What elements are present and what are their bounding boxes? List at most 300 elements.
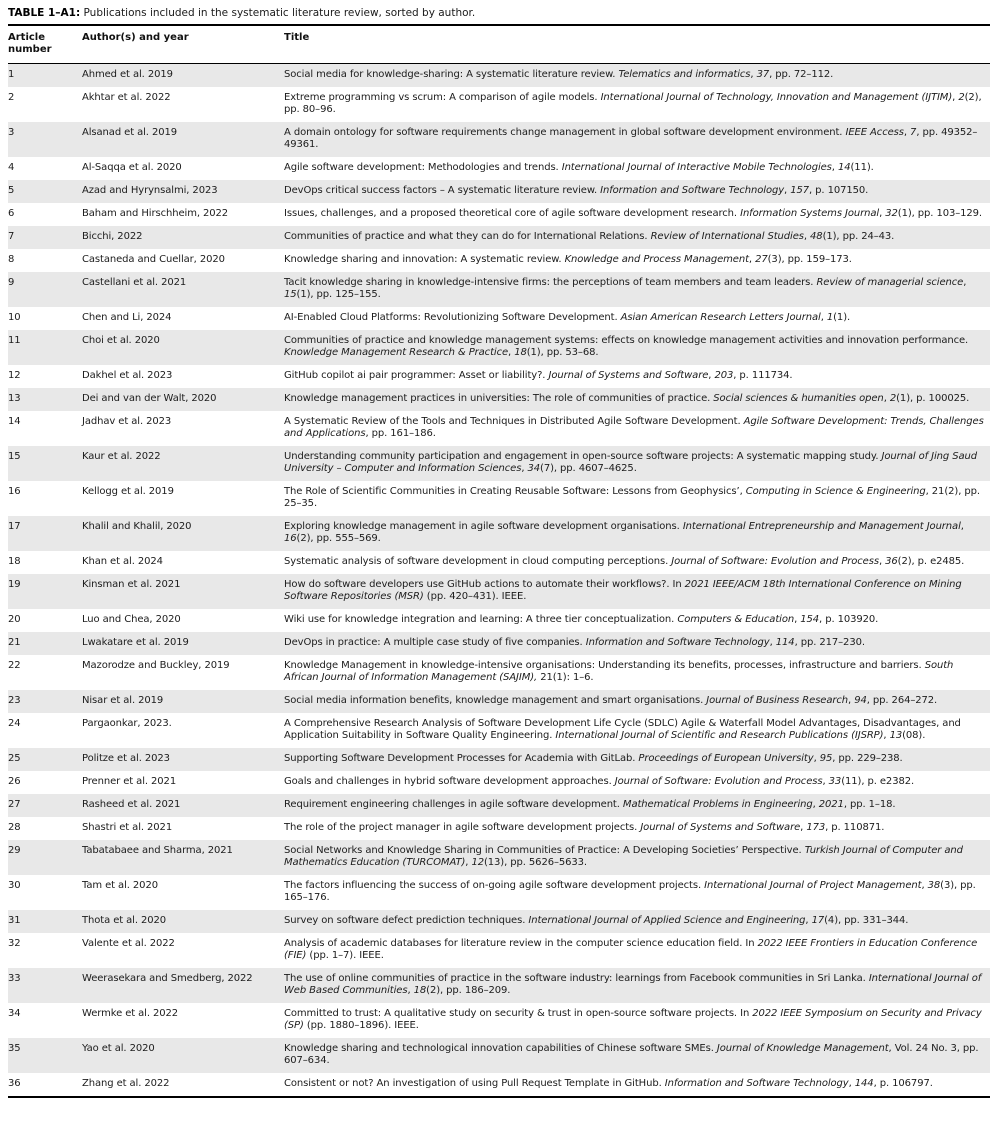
title-text-segment: DevOps critical success factors – A systematic literature review. [284,185,601,196]
title-text-segment: , [921,880,928,891]
author-year-cell: Prenner et al. 2021 [82,776,177,787]
article-number-cell: 24 [8,718,21,729]
title-journal-segment: 36 [885,556,898,567]
title-text-segment: (1), pp. 53–68. [526,347,599,358]
title-cell [284,481,990,516]
table-caption-text: Publications included in the systematic literature review, sorted by author. [80,7,476,19]
article-number-cell: 33 [8,973,21,984]
article-number-cell: 3 [8,127,15,138]
author-year-cell: Choi et al. 2020 [82,335,160,346]
title-journal-segment: Journal of Software: Evolution and Process [671,556,879,567]
title-text-segment: (pp. 420–431). IEEE. [423,591,527,602]
title-text-segment: The Role of Scientific Communities in Creating Reusable Software: Lessons from Geophysics’, [284,486,746,497]
author-year-cell: Shastri et al. 2021 [82,822,173,833]
article-number-cell: 27 [8,799,21,810]
author-year-cell: Valente et al. 2022 [82,938,175,949]
table-row [8,516,990,551]
author-year-cell: Khan et al. 2024 [82,556,163,567]
title-journal-segment: 7 [910,127,917,138]
title-text-segment: Exploring knowledge management in agile software development organisations. [284,521,683,532]
title-cell [284,574,990,609]
title-text-segment: , [708,370,715,381]
title-journal-segment: International Journal of Applied Science and Engineering [528,915,806,926]
author-year-cell: Tabatabaee and Sharma, 2021 [82,845,233,856]
author-year-cell: Baham and Hirschheim, 2022 [82,208,229,219]
title-text-segment: , pp. 161–186. [365,428,436,439]
title-text-segment: Requirement engineering challenges in agile software development. [284,799,623,810]
title-cell [284,632,990,655]
title-text-segment: , [960,521,964,532]
title-text-segment: (pp. 1–7). IEEE. [306,950,384,961]
title-journal-segment: Telematics and informatics [618,69,751,80]
table-row [8,226,990,249]
title-journal-segment: Review of International Studies [650,231,804,242]
table-row [8,817,990,840]
title-text-segment: The use of online communities of practice in the software industry: learnings from Facebook communities in Sri Lanka. [284,973,869,984]
title-journal-segment: 18 [413,985,427,996]
title-journal-segment: International Journal of Technology, Innovation and Management (IJTIM) [600,92,953,103]
title-text-segment: , [879,208,886,219]
title-text-segment: , [812,799,819,810]
author-year-cell: Tam et al. 2020 [82,880,158,891]
title-journal-segment: 48 [810,231,823,242]
author-year-cell: Nisar et al. 2019 [82,695,164,706]
article-number-cell: 35 [8,1043,21,1054]
title-text-segment: A Comprehensive Research Analysis of Software Development Life Cycle (SDLC) Agile & Waterfall Model Advantages, Disadvantages, and Application Suitability in Software Quality Engineering. [284,718,961,741]
title-text-segment: (3), pp. 159–173. [767,254,852,265]
title-text-segment: (7), pp. 4607–4625. [540,463,637,474]
title-text-segment: (1), pp. 103–129. [897,208,983,219]
table-row [8,968,990,1003]
table-row [8,481,990,516]
title-cell [284,1073,990,1096]
article-number-cell: 25 [8,753,21,764]
article-number-cell: 30 [8,880,21,891]
title-text-segment: Consistent or not? An investigation of using Pull Request Template in GitHub. [284,1078,665,1089]
title-text-segment: 21(1): 1–6. [537,672,594,683]
title-journal-segment: 33 [828,776,842,787]
article-number-cell: 14 [8,416,21,427]
author-year-cell: Bicchi, 2022 [82,231,143,242]
title-journal-segment: 37 [756,69,770,80]
title-journal-segment: 2021 [818,799,844,810]
title-text-segment: , [903,127,911,138]
article-number-cell: 11 [8,335,21,346]
title-text-segment: Tacit knowledge sharing in knowledge-intensive firms: the perceptions of team members and team leaders. [284,277,817,288]
title-journal-segment: Journal of Software: Evolution and Process [614,776,823,787]
title-text-segment: The factors influencing the success of on-going agile software development projects. [284,880,705,891]
title-text-segment: , [748,254,756,265]
title-cell [284,157,990,180]
title-journal-segment: Computers & Education [677,614,795,625]
title-journal-segment: International Entrepreneurship and Management Journal [682,521,961,532]
author-year-cell: Dei and van der Walt, 2020 [82,393,217,404]
title-cell [284,933,990,968]
title-text-segment: Goals and challenges in hybrid software development approaches. [284,776,615,787]
title-cell [284,968,990,1003]
title-cell [284,840,990,875]
title-text-segment: DevOps in practice: A multiple case study of five companies. [284,637,586,648]
title-cell [284,1038,990,1073]
author-year-cell: Dakhel et al. 2023 [82,370,173,381]
column-header-author-year: Author(s) and year [82,32,189,43]
title-journal-segment: Journal of Jing Saud University – Computer and Information Sciences [284,451,977,474]
title-text-segment: Communities of practice and what they can do for International Relations. [284,231,651,242]
table-caption-label: TABLE 1–A1: [8,7,81,19]
title-journal-segment: 95 [819,753,833,764]
title-journal-segment: Agile Software Development: Trends, Challenges and Applications [284,416,984,439]
author-year-cell: Ahmed et al. 2019 [82,69,173,80]
title-cell [284,249,990,272]
title-cell [284,910,990,933]
title-text-segment: Knowledge Management in knowledge-intensive organisations: Understanding its benefits, processes, infrastructure and barriers. [284,660,925,671]
title-cell [284,180,990,203]
table-row [8,87,990,122]
title-cell [284,609,990,632]
title-cell [284,690,990,713]
title-text-segment: Supporting Software Development Processes for Academia with GitLab. [284,753,639,764]
column-header-article-number: Article number [8,32,52,55]
author-year-cell: Politze et al. 2023 [82,753,170,764]
title-journal-segment: 2022 IEEE Frontiers in Education Conference (FIE) [284,938,978,961]
title-text-segment: A Systematic Review of the Tools and Techniques in Distributed Agile Software Development. [284,416,744,427]
title-cell [284,655,990,690]
title-journal-segment: Journal of Knowledge Management [716,1043,889,1054]
title-journal-segment: 94 [854,695,867,706]
table-header-row [8,26,990,64]
title-text-segment: Knowledge sharing and innovation: A systematic review. [284,254,565,265]
title-journal-segment: Journal of Systems and Software [640,822,801,833]
title-journal-segment: Journal of Systems and Software [548,370,709,381]
title-journal-segment: 34 [527,463,541,474]
title-journal-segment: Information and Software Technology [585,637,770,648]
table-row [8,411,990,446]
title-text-segment: , p. 110871. [825,822,885,833]
table-body [8,64,990,1096]
title-journal-segment: International Journal of Web Based Communities [284,973,982,996]
title-journal-segment: 38 [927,880,941,891]
title-cell [284,875,990,910]
title-journal-segment: South African Journal of Information Management (SAJIM), [284,660,954,683]
title-text-segment: Social media for knowledge-sharing: A systematic literature review. [284,69,619,80]
title-text-segment: (1). [833,312,851,323]
table-row [8,365,990,388]
article-number-cell: 31 [8,915,21,926]
author-year-cell: Jadhav et al. 2023 [82,416,172,427]
title-journal-segment: 2021 IEEE/ACM 18th International Conference on Mining Software Repositories (MSR) [284,579,962,602]
title-text-segment: , [831,162,838,173]
article-number-cell: 12 [8,370,21,381]
table-row [8,203,990,226]
title-text-segment: (2), pp. 555–569. [296,533,381,544]
article-number-cell: 28 [8,822,21,833]
author-year-cell: Castellani et al. 2021 [82,277,187,288]
title-cell [284,272,990,307]
title-journal-segment: International Journal of Project Management [704,880,922,891]
table-row [8,122,990,157]
article-number-cell: 22 [8,660,21,671]
table-row [8,574,990,609]
article-number-cell: 7 [8,231,15,242]
article-number-cell: 4 [8,162,15,173]
table-row [8,1073,990,1096]
title-text-segment: , [805,915,812,926]
author-year-cell: Rasheed et al. 2021 [82,799,181,810]
title-journal-segment: 2 [958,92,965,103]
author-year-cell: Mazorodze and Buckley, 2019 [82,660,230,671]
title-text-segment: Survey on software defect prediction techniques. [284,915,529,926]
author-year-cell: Zhang et al. 2022 [82,1078,170,1089]
title-text-segment: Social Networks and Knowledge Sharing in Communities of Practice: A Developing Societies’ Perspective. [284,845,805,856]
title-cell [284,551,990,574]
title-journal-segment: Information Systems Journal [740,208,880,219]
author-year-cell: Chen and Li, 2024 [82,312,172,323]
author-year-cell: Akhtar et al. 2022 [82,92,171,103]
title-cell [284,794,990,817]
title-cell [284,365,990,388]
title-journal-segment: 17 [811,915,825,926]
author-year-cell: Lwakatare et al. 2019 [82,637,189,648]
title-text-segment: , p. 103920. [819,614,879,625]
title-journal-segment: 1 [826,312,834,323]
author-year-cell: Al-Saqqa et al. 2020 [82,162,182,173]
title-journal-segment: Turkish Journal of Computer and Mathematics Education (TURCOMAT) [284,845,963,868]
title-text-segment: , [883,393,890,404]
table-row [8,388,990,411]
title-journal-segment: 27 [755,254,768,265]
title-text-segment: Committed to trust: A qualitative study on security & trust in open-source software projects. In [284,1008,753,1019]
title-journal-segment: Social sciences & humanities open [713,393,884,404]
table-row [8,794,990,817]
title-text-segment: (1), pp. 125–155. [296,289,381,300]
title-text-segment: (4), pp. 331–344. [824,915,909,926]
title-cell [284,516,990,551]
title-text-segment: , [820,312,827,323]
article-number-cell: 5 [8,185,15,196]
table-row [8,180,990,203]
title-journal-segment: 18 [514,347,527,358]
title-journal-segment: 173 [806,822,826,833]
article-number-cell: 20 [8,614,21,625]
title-journal-segment: Asian American Research Letters Journal [620,312,821,323]
title-cell [284,713,990,748]
title-text-segment: Communities of practice and knowledge management systems: effects on knowledge management activities and innovation performance. [284,335,969,346]
table-row [8,446,990,481]
title-cell [284,748,990,771]
title-journal-segment: Journal of Business Research [706,695,849,706]
title-cell [284,87,990,122]
publications-table [8,26,990,1098]
author-year-cell: Yao et al. 2020 [82,1043,155,1054]
table-row [8,64,990,87]
article-number-cell: 6 [8,208,15,219]
title-text-segment: , [813,753,820,764]
title-journal-segment: 16 [284,533,297,544]
author-year-cell: Wermke et al. 2022 [82,1008,179,1019]
table-row [8,840,990,875]
title-cell [284,122,990,157]
article-number-cell: 29 [8,845,21,856]
title-text-segment: , [878,556,886,567]
table-row [8,655,990,690]
title-text-segment: , pp. 229–238. [832,753,903,764]
title-journal-segment: 203 [714,370,734,381]
title-text-segment: (pp. 1880–1896). IEEE. [303,1020,419,1031]
article-number-cell: 26 [8,776,21,787]
author-year-cell: Castaneda and Cuellar, 2020 [82,254,225,265]
title-journal-segment: 144 [854,1078,874,1089]
title-text-segment: (08). [902,730,926,741]
title-text-segment: , [508,347,515,358]
title-text-segment: , Vol. 24 No. 3, pp. 607–634. [284,1043,979,1066]
title-text-segment: , pp. 72–112. [769,69,834,80]
column-header-title: Title [284,32,310,43]
title-text-segment: , [750,69,757,80]
article-number-cell: 16 [8,486,21,497]
title-cell [284,388,990,411]
title-text-segment: Knowledge management practices in universities: The role of communities of practice. [284,393,714,404]
article-number-cell: 21 [8,637,21,648]
title-text-segment: Analysis of academic databases for literature review in the computer science education field. In [284,938,758,949]
article-number-cell: 36 [8,1078,21,1089]
author-year-cell: Kinsman et al. 2021 [82,579,181,590]
article-number-cell: 2 [8,92,15,103]
table-row [8,1003,990,1038]
title-journal-segment: 154 [800,614,820,625]
title-text-segment: The role of the project manager in agile software development projects. [284,822,641,833]
title-text-segment: , 21(2), pp. 25–35. [284,486,980,509]
title-cell [284,817,990,840]
table-row [8,609,990,632]
article-number-cell: 17 [8,521,21,532]
article-number-cell: 34 [8,1008,21,1019]
title-journal-segment: Information and Software Technology [664,1078,849,1089]
title-journal-segment: 2 [889,393,897,404]
title-cell [284,411,990,446]
title-cell [284,771,990,794]
title-journal-segment: 13 [889,730,903,741]
title-text-segment: Knowledge sharing and technological innovation capabilities of Chinese software SMEs. [284,1043,717,1054]
table-row [8,157,990,180]
title-text-segment: , pp. 49352–49361. [284,127,978,150]
table-row [8,249,990,272]
title-text-segment: (13), pp. 5626–5633. [483,857,587,868]
title-text-segment: A domain ontology for software requirements change management in global software development environment. [284,127,846,138]
table-row [8,771,990,794]
title-text-segment: (3), pp. 165–176. [284,880,976,903]
title-journal-segment: 157 [790,185,809,196]
title-journal-segment: 14 [837,162,851,173]
title-text-segment: Agile software development: Methodologies and trends. [284,162,562,173]
title-text-segment: (11). [850,162,874,173]
article-number-cell: 1 [8,69,15,80]
table-row [8,307,990,330]
title-text-segment: , p. 106797. [873,1078,933,1089]
article-number-cell: 10 [8,312,21,323]
article-number-cell: 8 [8,254,15,265]
author-year-cell: Azad and Hyrynsalmi, 2023 [82,185,218,196]
title-journal-segment: 114 [775,637,795,648]
title-journal-segment: Proceedings of European University [638,753,814,764]
title-text-segment: , pp. 217–230. [794,637,865,648]
title-text-segment: Issues, challenges, and a proposed theoretical core of agile software development research. [284,208,741,219]
title-text-segment: , [952,92,959,103]
article-number-cell: 19 [8,579,21,590]
title-journal-segment: 15 [284,289,297,300]
title-journal-segment: 2022 IEEE Symposium on Security and Privacy (SP) [284,1008,982,1031]
article-number-cell: 23 [8,695,21,706]
title-cell [284,203,990,226]
title-cell [284,226,990,249]
table-row [8,910,990,933]
title-text-segment: GitHub copilot ai pair programmer: Asset or liability?. [284,370,549,381]
article-number-cell: 9 [8,277,15,288]
title-text-segment: , [803,231,811,242]
title-text-segment: How do software developers use GitHub actions to automate their workflows?. In [284,579,685,590]
table-row [8,933,990,968]
author-year-cell: Khalil and Khalil, 2020 [82,521,192,532]
title-text-segment: (11), p. e2382. [841,776,915,787]
title-text-segment: , [883,730,890,741]
title-text-segment: , [521,463,528,474]
title-text-segment: (2), pp. 186–209. [426,985,511,996]
title-cell [284,1003,990,1038]
table-row [8,690,990,713]
article-number-cell: 18 [8,556,21,567]
title-cell [284,446,990,481]
title-text-segment: , [848,695,855,706]
title-text-segment: Wiki use for knowledge integration and learning: A three tier conceptualization. [284,614,678,625]
title-text-segment: , [407,985,414,996]
title-cell [284,64,990,87]
title-text-segment: , [963,277,967,288]
table-row [8,272,990,307]
table-row [8,632,990,655]
title-text-segment: (1), p. 100025. [896,393,970,404]
title-journal-segment: Mathematical Problems in Engineering [622,799,813,810]
table-row [8,1038,990,1073]
table-row [8,713,990,748]
title-text-segment: , [794,614,801,625]
title-cell [284,307,990,330]
title-cell [284,330,990,365]
author-year-cell: Alsanad et al. 2019 [82,127,178,138]
author-year-cell: Kellogg et al. 2019 [82,486,174,497]
title-text-segment: , [465,857,472,868]
table-row [8,330,990,365]
author-year-cell: Luo and Chea, 2020 [82,614,181,625]
author-year-cell: Kaur et al. 2022 [82,451,161,462]
article-number-cell: 13 [8,393,21,404]
article-number-cell: 15 [8,451,21,462]
title-text-segment: , p. 107150. [809,185,869,196]
title-text-segment: (2), pp. 80–96. [284,92,982,115]
author-year-cell: Thota et al. 2020 [82,915,167,926]
title-text-segment: Social media information benefits, knowledge management and smart organisations. [284,695,707,706]
table-caption [8,4,990,26]
title-journal-segment: Computing in Science & Engineering [745,486,926,497]
table-row [8,748,990,771]
title-text-segment: , [822,776,829,787]
title-journal-segment: International Journal of Scientific and Research Publications (IJSRP) [555,730,884,741]
title-journal-segment: 32 [885,208,898,219]
title-journal-segment: IEEE Access [845,127,904,138]
title-text-segment: Extreme programming vs scrum: A comparison of agile models. [284,92,601,103]
title-text-segment: , pp. 1–18. [843,799,896,810]
table-row [8,551,990,574]
title-journal-segment: Knowledge Management Research & Practice [284,347,509,358]
title-text-segment: (1), pp. 24–43. [822,231,895,242]
